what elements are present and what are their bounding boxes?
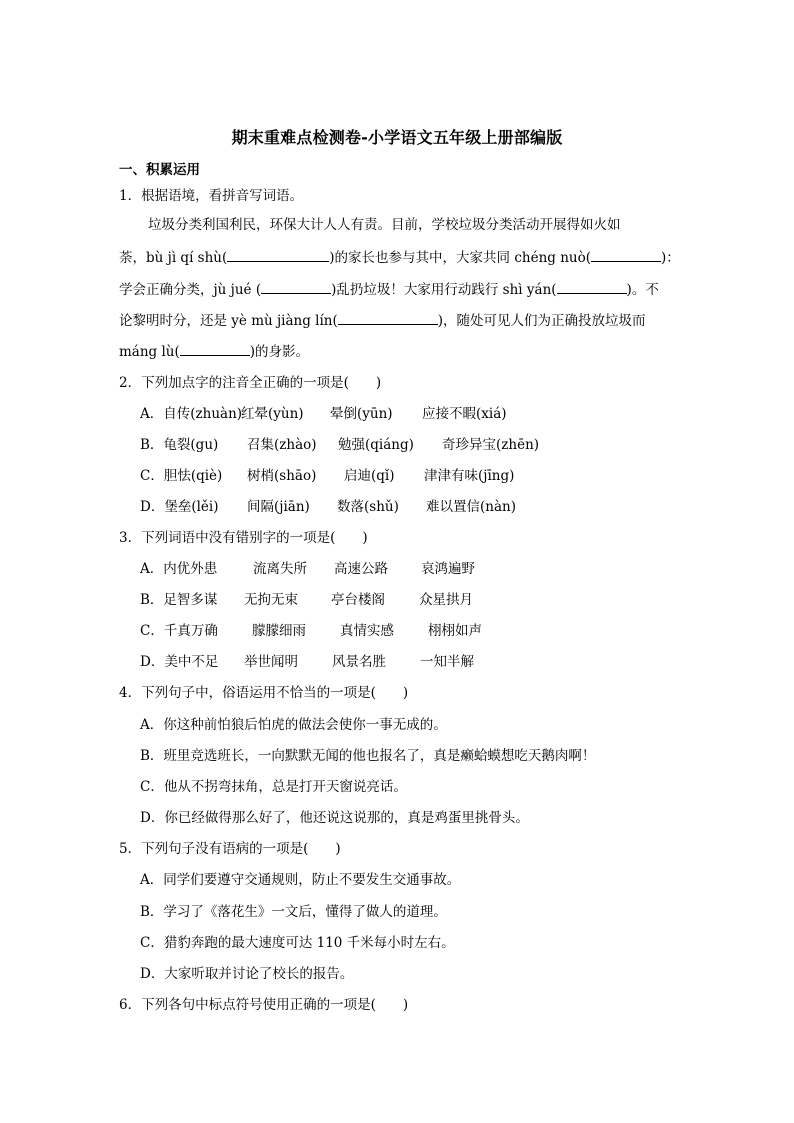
- option-cell: 奇珍异宝(zhēn): [442, 437, 540, 453]
- text-segment: )的家长也参与其中，大家共同 chéng nuò(: [329, 250, 591, 266]
- text-segment: 学会正确分类，jù jué (: [119, 282, 262, 298]
- question-6-stem: 6．下列各句中标点符号使用正确的一项是( ): [119, 997, 409, 1013]
- text-segment: máng lù(: [119, 344, 180, 360]
- text-segment: )：: [660, 250, 680, 266]
- answer-blank[interactable]: [338, 311, 438, 325]
- question-2-option-c[interactable]: [140, 466, 514, 486]
- option-cell: 风景名胜: [332, 654, 386, 670]
- answer-blank[interactable]: [557, 280, 627, 294]
- option-cell: 栩栩如声: [428, 623, 482, 639]
- question-2-option-a[interactable]: [140, 404, 507, 424]
- question-1-paragraph-line-4: [119, 311, 646, 331]
- option-cell: B．足智多谋: [140, 592, 218, 608]
- text-segment: )乱扔垃圾！大家用行动践行 shì yán(: [331, 282, 557, 298]
- question-4-option-b[interactable]: B．班里竞选班长，一向默默无闻的他也报名了，真是癞蛤蟆想吃天鹅肉啊！: [140, 748, 596, 764]
- option-cell: 一知半解: [420, 654, 474, 670]
- text-segment: )。不: [626, 282, 659, 298]
- option-cell: 树梢(shāo): [247, 468, 317, 484]
- question-5-stem: 5．下列句子没有语病的一项是( ): [119, 841, 341, 857]
- answer-blank[interactable]: [180, 342, 250, 356]
- question-4-option-a[interactable]: A．你这种前怕狼后怕虎的做法会使你一事无成的。: [140, 717, 447, 733]
- text-segment: )的身影。: [249, 344, 310, 360]
- option-cell: 高速公路: [334, 561, 388, 577]
- option-cell: 举世闻明: [244, 654, 298, 670]
- option-cell: C．胆怯(qiè): [140, 468, 223, 484]
- option-cell: 晕倒(yūn): [330, 406, 393, 422]
- option-cell: 勉强(qiáng): [338, 437, 414, 453]
- option-cell: 无拘无束: [244, 592, 298, 608]
- question-2-option-d[interactable]: [140, 497, 516, 517]
- question-4-option-d[interactable]: D．你已经做得那么好了，他还说这说那的，真是鸡蛋里挑骨头。: [140, 810, 529, 826]
- option-cell: 难以置信(nàn): [426, 499, 516, 515]
- question-5-option-d[interactable]: D．大家听取并讨论了校长的报告。: [140, 966, 354, 982]
- option-cell: 数落(shǔ): [337, 499, 399, 515]
- question-3-option-a[interactable]: [140, 559, 475, 579]
- answer-blank[interactable]: [261, 280, 331, 294]
- option-cell: 应接不暇(xiá): [422, 406, 507, 422]
- option-cell: C．千真万确: [140, 623, 218, 639]
- question-5-option-c[interactable]: C．猎豹奔跑的最大速度可达 110 千米每小时左右。: [140, 935, 455, 951]
- option-cell: 亭台楼阁: [331, 592, 385, 608]
- text-segment: 论黎明时分，还是 yè mù jiàng lín(: [119, 313, 338, 329]
- answer-blank[interactable]: [591, 248, 661, 262]
- option-cell: 召集(zhào): [247, 437, 317, 453]
- option-cell: 哀鸿遍野: [421, 561, 475, 577]
- answer-blank[interactable]: [227, 248, 329, 262]
- option-cell: 流离失所: [253, 561, 307, 577]
- page-title: 期末重难点检测卷-小学语文五年级上册部编版: [231, 128, 563, 147]
- option-cell: 津津有味(jīng): [424, 468, 515, 484]
- question-2-stem: 2．下列加点字的注音全正确的一项是( ): [119, 375, 382, 391]
- question-4-option-c[interactable]: C．他从不拐弯抹角，总是打开天窗说亮话。: [140, 779, 407, 795]
- option-cell: A．内优外患: [140, 561, 218, 577]
- text-segment: 荼，bù jì qí shù(: [119, 250, 228, 266]
- question-3-stem: 3．下列词语中没有错别字的一项是( ): [119, 530, 368, 546]
- option-cell: B．龟裂(gu): [140, 437, 219, 453]
- option-cell: 红晕(yùn): [241, 406, 304, 422]
- option-cell: 间隔(jiān): [247, 499, 310, 515]
- question-1-paragraph-line-3: [119, 280, 659, 300]
- option-cell: 朦朦细雨: [252, 623, 306, 639]
- question-4-stem: 4．下列句子中，俗语运用不恰当的一项是( ): [119, 685, 409, 701]
- question-3-option-d[interactable]: [140, 652, 474, 672]
- question-5-option-a[interactable]: A．同学们要遵守交通规则，防止不要发生交通事故。: [140, 872, 461, 888]
- question-2-option-b[interactable]: [140, 435, 539, 455]
- option-cell: D．堡垒(lěi): [140, 499, 219, 515]
- option-cell: A．自传(zhuàn): [140, 406, 243, 422]
- question-1-paragraph-line-5: [119, 342, 309, 362]
- question-1-paragraph-line-2: [119, 248, 680, 268]
- question-1-paragraph-line-1: 垃圾分类利国利民，环保大计人人有责。目前，学校垃圾分类活动开展得如火如: [148, 217, 621, 233]
- option-cell: 众星拱月: [419, 592, 473, 608]
- option-cell: 真情实感: [340, 623, 394, 639]
- option-cell: D．美中不足: [140, 654, 219, 670]
- question-3-option-c[interactable]: [140, 621, 482, 641]
- option-cell: 启迪(qǐ): [344, 468, 395, 484]
- question-5-option-b[interactable]: B．学习了《落花生》一文后，懂得了做人的道理。: [140, 904, 447, 920]
- question-1-stem: 1．根据语境，看拼音写词语。: [119, 188, 304, 204]
- question-3-option-b[interactable]: [140, 590, 473, 610]
- text-segment: )，随处可见人们为正确投放垃圾而: [437, 313, 646, 329]
- section-heading: 一、积累运用: [119, 162, 200, 178]
